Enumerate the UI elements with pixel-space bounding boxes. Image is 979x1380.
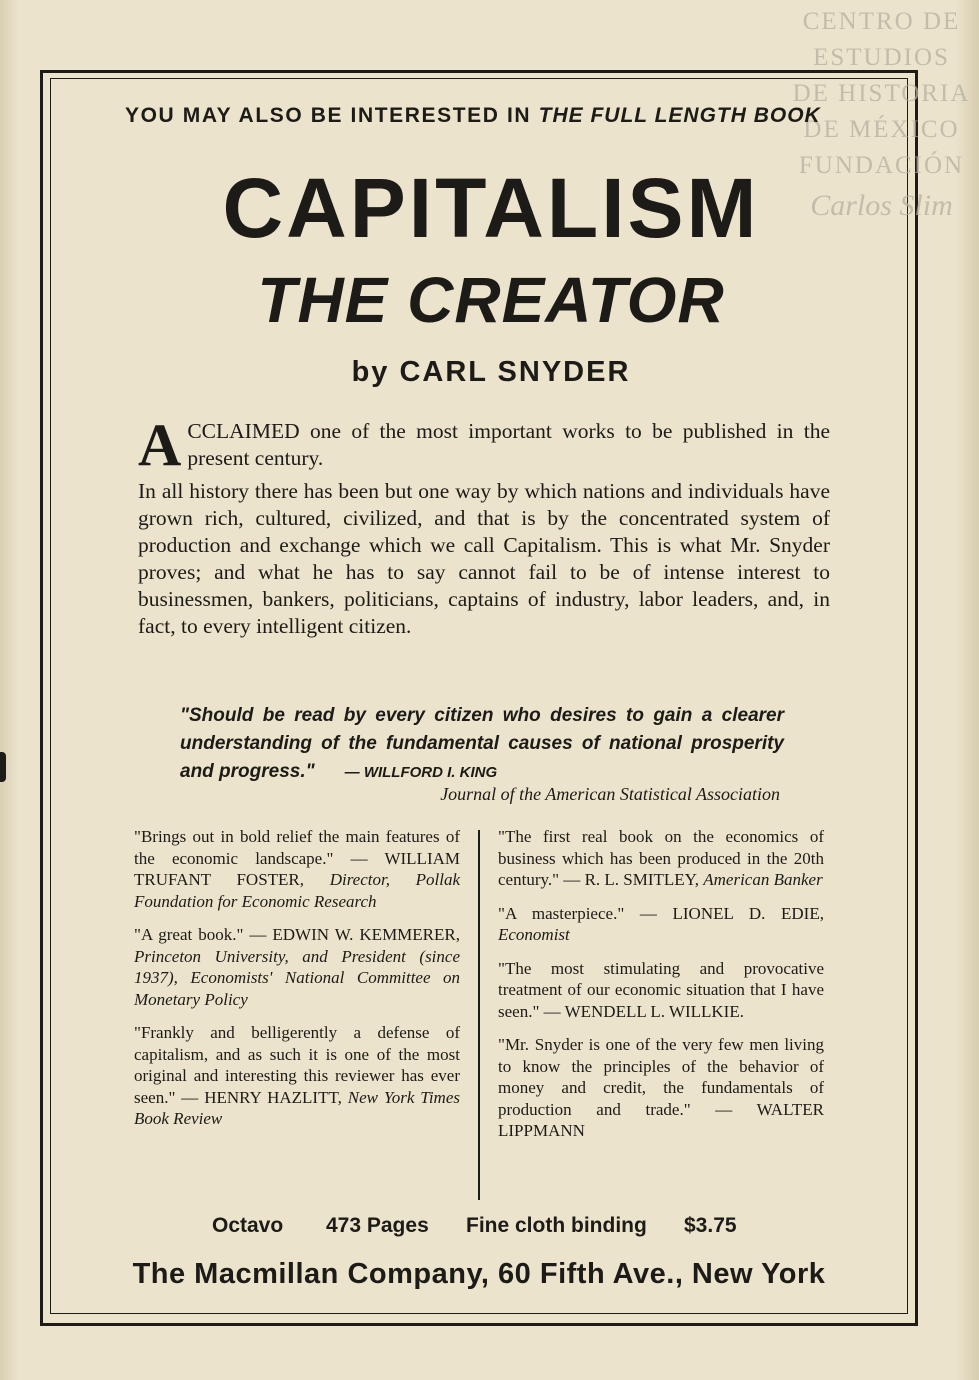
price-detail: $3.75	[684, 1214, 737, 1237]
review-item	[134, 1022, 460, 1130]
review-item	[498, 903, 824, 946]
review-affiliation: American Banker	[703, 870, 823, 889]
format-detail: Octavo	[212, 1214, 284, 1237]
pages-detail: 473 Pages	[326, 1214, 429, 1237]
book-byline: by CARL SNYDER	[351, 356, 631, 388]
drop-cap: A	[138, 412, 182, 478]
watermark-line: ESTUDIOS	[813, 44, 950, 71]
publisher-line: The Macmillan Company, 60 Fifth Ave., New York	[132, 1258, 826, 1290]
review-item	[498, 826, 824, 891]
review-item	[498, 1034, 824, 1142]
binding-detail: Fine cloth binding	[466, 1214, 647, 1237]
first-paragraph-text: CCLAIMED one of the most important works to be published in the present century.	[187, 419, 830, 470]
book-title: CAPITALISM	[222, 161, 760, 255]
header-line	[125, 104, 865, 128]
watermark-line: DE HISTORIA	[792, 80, 971, 107]
review-author: WILLIAM TRUFANT FOSTER,	[134, 848, 460, 889]
intro-first-paragraph	[138, 412, 830, 478]
feature-quote-attribution: — WILLFORD I. KING	[344, 764, 498, 781]
review-quote: "Frankly and belligerently a defense of capitalism, and as such it is one of the most original and interesting this reviewer has ever seen." —	[134, 1023, 460, 1107]
reviews-right-column	[498, 826, 824, 1154]
review-affiliation: Princeton University, and President (since 1937), Economists' National Committee on Monetary Policy	[134, 946, 460, 1009]
review-quote: "A masterpiece." —	[498, 903, 673, 923]
review-affiliation: Director, Pollak Foundation for Economic Research	[134, 870, 460, 911]
review-quote: "The most stimulating and provocative treatment of our economic situation that I have seen." —	[498, 958, 824, 1021]
review-item	[498, 958, 824, 1023]
book-subtitle: THE CREATOR	[257, 264, 725, 336]
watermark-line: DE MÉXICO	[803, 116, 960, 143]
watermark-line: CENTRO DE	[802, 8, 961, 35]
review-author: LIONEL D. EDIE,	[672, 903, 824, 923]
feature-quote-source: Journal of the American Statistical Association	[440, 784, 780, 804]
review-affiliation: Economist	[498, 925, 570, 944]
review-author: WENDELL L. WILLKIE.	[564, 1001, 744, 1021]
header-emphasis: THE FULL LENGTH BOOK	[538, 104, 821, 127]
feature-quote-text: "Should be read by every citizen who desires to gain a clearer understanding of the fundamental causes of national prosperity and progress."	[180, 705, 784, 782]
intro-text	[138, 412, 830, 646]
review-author: EDWIN W. KEMMERER,	[272, 925, 460, 944]
binding-hole	[0, 752, 6, 782]
review-affiliation: New York Times Book Review	[134, 1087, 460, 1128]
review-author: R. L. SMITLEY,	[584, 870, 704, 889]
column-divider	[478, 830, 480, 1200]
watermark-signature: Carlos Slim	[810, 189, 953, 222]
review-quote: "Brings out in bold relief the main features of the economic landscape." —	[134, 827, 460, 868]
review-item	[134, 924, 460, 1010]
watermark-line: FUNDACIÓN	[798, 152, 965, 179]
feature-quote	[180, 702, 784, 787]
review-quote: "Mr. Snyder is one of the very few men living to know the principles of the behavior of money and credit, the fundamentals of production and trade." —	[498, 1035, 824, 1119]
review-item	[134, 826, 460, 912]
reviews-left-column	[134, 826, 460, 1142]
review-quote: "A great book." —	[134, 925, 273, 944]
review-author: WALTER LIPPMANN	[498, 1099, 824, 1140]
review-quote: "The first real book on the economics of business which has been produced in the 20th century." —	[498, 827, 824, 889]
header-intro: YOU MAY ALSO BE INTERESTED IN	[125, 104, 539, 127]
intro-second-paragraph: In all history there has been but one way by which nations and individuals have grown rich, cultured, civilized, and that is by the concentrated system of production and exchange which we call Capitalism. This is what Mr. Snyder proves; and what he has to say cannot fail to be of intense interest to businessmen, bankers, politicians, captains of industry, labor leaders, and, in fact, to every intelligent citizen.	[138, 479, 830, 638]
review-author: HENRY HAZLITT,	[204, 1087, 348, 1107]
